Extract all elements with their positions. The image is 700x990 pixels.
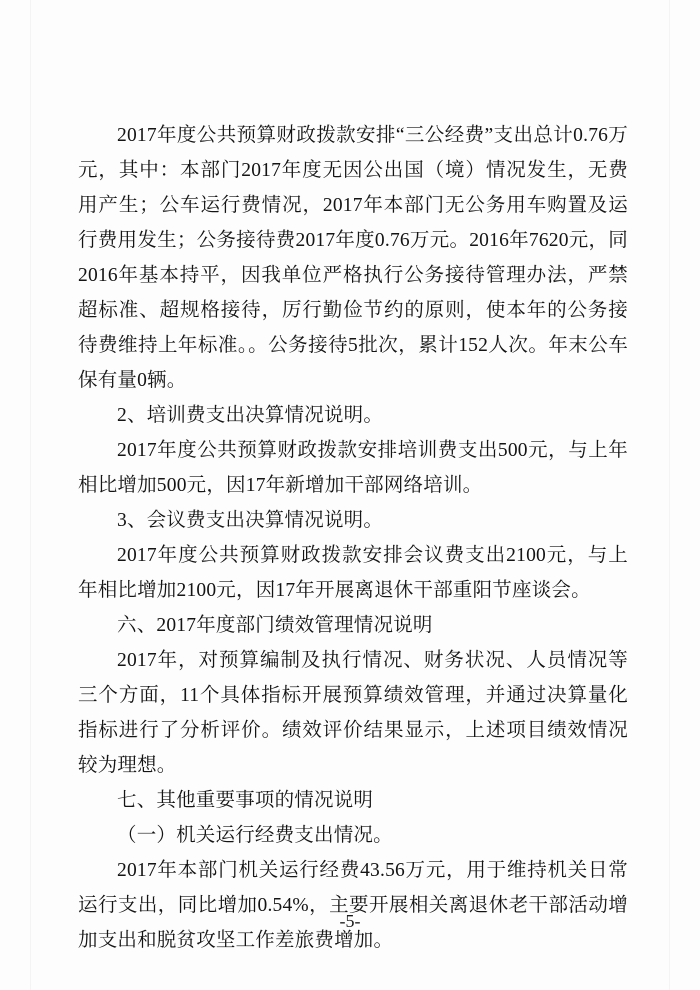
paragraph: 六、2017年度部门绩效管理情况说明 <box>117 615 433 636</box>
page-left-edge <box>30 0 31 990</box>
page-number: -5- <box>339 911 361 931</box>
paragraph: 2、培训费支出决算情况说明。 <box>117 405 384 426</box>
paragraph: 2017年度公共预算财政拨款安排会议费支出2100元，与上年相比增加2100元，因17年开展离退休干部重阳节座谈会。 <box>78 545 628 601</box>
paragraph: 2017年本部门机关运行经费43.56万元，用于维持机关日常运行支出，同比增加0.54%，主要开展相关离退休老干部活动增加支出和脱贫攻坚工作差旅费增加。 <box>78 860 628 951</box>
paragraph: （一）机关运行经费支出情况。 <box>117 825 393 846</box>
document-body <box>78 118 628 958</box>
paragraph: 2017年，对预算编制及执行情况、财务状况、人员情况等三个方面，11个具体指标开展预算绩效管理，并通过决算量化指标进行了分析评价。绩效评价结果显示，上述项目绩效情况较为理想。 <box>78 650 628 776</box>
paragraph: 2017年度公共预算财政拨款安排培训费支出500元，与上年相比增加500元，因17年新增加干部网络培训。 <box>78 440 628 496</box>
paragraph: 3、会议费支出决算情况说明。 <box>117 510 384 531</box>
page-right-edge <box>669 0 670 990</box>
paragraph: 七、其他重要事项的情况说明 <box>117 790 374 811</box>
paragraph: 2017年度公共预算财政拨款安排“三公经费”支出总计0.76万元，其中：本部门2017年度无因公出国（境）情况发生，无费用产生；公车运行费情况，2017年本部门无公务用车购置及运行费用发生；公务接待费2017年度0.76万元。2016年7620元，同2016年基本持平，因我单位严格执行公务接待管理办法，严禁超标准、超规格接待，厉行勤俭节约的原则，使本年的公务接待费维持上年标准。。公务接待5批次，累计152人次。年末公车保有量0辆。 <box>78 125 628 391</box>
